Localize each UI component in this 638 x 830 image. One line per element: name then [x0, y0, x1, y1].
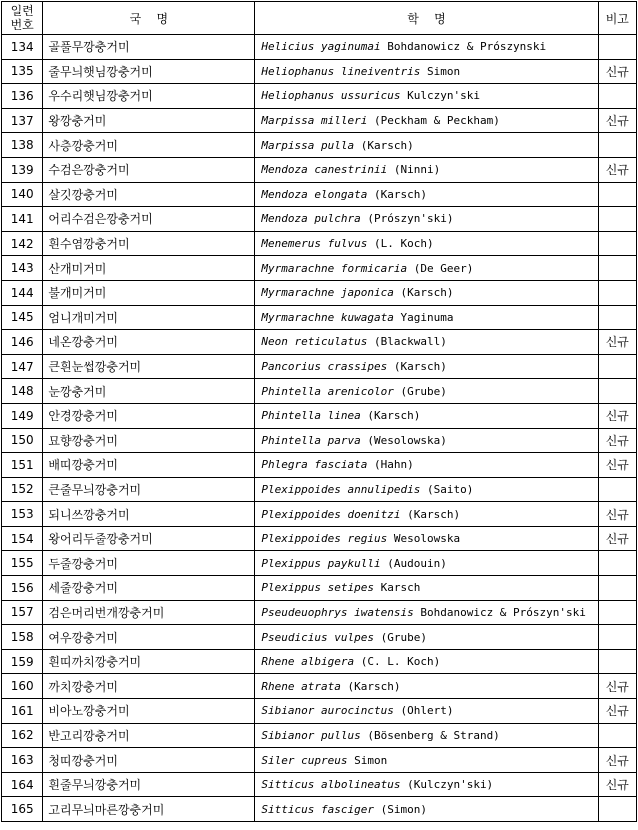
species-binomial: Mendoza elongata	[261, 187, 368, 201]
note-cell: 신규	[598, 502, 636, 527]
serial-number-cell: 165	[2, 797, 43, 822]
note-cell	[598, 649, 636, 674]
species-binomial: Siler cupreus	[261, 753, 348, 767]
note-cell	[598, 477, 636, 502]
scientific-name-cell	[255, 526, 598, 551]
table-row	[2, 649, 637, 674]
species-authority: (Saito)	[420, 482, 474, 496]
note-cell: 신규	[598, 59, 636, 84]
table-row	[2, 280, 637, 305]
species-authority: (Grube)	[393, 384, 447, 398]
table-row	[2, 305, 637, 330]
serial-number-cell: 164	[2, 772, 43, 797]
serial-number-cell: 145	[2, 305, 43, 330]
scientific-name-cell	[255, 723, 598, 748]
species-authority: Simon	[347, 753, 388, 767]
species-authority: (Karsch)	[354, 138, 414, 152]
note-cell	[598, 280, 636, 305]
table-row	[2, 526, 637, 551]
species-authority: (Bösenberg & Strand)	[360, 728, 500, 742]
scientific-name-cell	[255, 133, 598, 158]
species-binomial: Plexippus setipes	[261, 581, 374, 595]
korean-name-cell: 줄무늬햇님깡충거미	[43, 59, 255, 84]
species-binomial: Marpissa pulla	[261, 138, 355, 152]
species-authority: (L. Koch)	[367, 237, 434, 251]
note-cell: 신규	[598, 526, 636, 551]
korean-name-cell: 흰띠까치깡충거미	[43, 649, 255, 674]
note-cell	[598, 133, 636, 158]
serial-number-cell: 138	[2, 133, 43, 158]
table-row	[2, 723, 637, 748]
serial-number-cell: 156	[2, 576, 43, 601]
note-cell	[598, 84, 636, 109]
scientific-name-cell	[255, 305, 598, 330]
species-binomial: Sibianor aurocinctus	[261, 704, 394, 718]
species-binomial: Sibianor pullus	[261, 728, 361, 742]
serial-number-cell: 161	[2, 699, 43, 724]
scientific-name-cell	[255, 477, 598, 502]
serial-number-cell: 141	[2, 207, 43, 232]
serial-number-cell: 134	[2, 35, 43, 60]
scientific-name-cell	[255, 231, 598, 256]
scientific-name-cell	[255, 108, 598, 133]
scientific-name-cell	[255, 84, 598, 109]
table-row	[2, 108, 637, 133]
species-binomial: Pseudeuophrys iwatensis	[261, 605, 414, 619]
species-binomial: Mendoza pulchra	[261, 212, 361, 226]
note-cell	[598, 797, 636, 822]
species-authority: (De Geer)	[407, 261, 474, 275]
species-binomial: Heliophanus ussuricus	[261, 89, 401, 103]
serial-number-cell: 153	[2, 502, 43, 527]
note-cell	[598, 551, 636, 576]
table-row	[2, 502, 637, 527]
korean-name-cell: 반고리깡충거미	[43, 723, 255, 748]
table-row	[2, 428, 637, 453]
korean-name-cell: 어리수검은깡충거미	[43, 207, 255, 232]
korean-name-cell: 우수리햇님깡충거미	[43, 84, 255, 109]
korean-name-cell: 되니쓰깡충거미	[43, 502, 255, 527]
serial-number-cell: 158	[2, 625, 43, 650]
note-cell	[598, 576, 636, 601]
korean-name-cell: 불개미거미	[43, 280, 255, 305]
table-row	[2, 35, 637, 60]
species-authority: Bohdanowicz & Prószynski	[380, 40, 547, 54]
serial-number-cell: 142	[2, 231, 43, 256]
serial-number-cell: 136	[2, 84, 43, 109]
korean-name-cell: 엄니개미거미	[43, 305, 255, 330]
korean-name-cell: 비아노깡충거미	[43, 699, 255, 724]
note-cell: 신규	[598, 699, 636, 724]
serial-number-cell: 144	[2, 280, 43, 305]
species-authority: (Ninni)	[387, 163, 441, 177]
korean-name-cell: 안경깡충거미	[43, 403, 255, 428]
species-table	[1, 1, 637, 822]
scientific-name-cell	[255, 453, 598, 478]
table-row	[2, 379, 637, 404]
korean-name-cell: 청띠깡충거미	[43, 748, 255, 773]
species-binomial: Marpissa milleri	[261, 114, 368, 128]
table-row	[2, 600, 637, 625]
species-binomial: Myrmarachne japonica	[261, 286, 394, 300]
species-binomial: Plexippoides regius	[261, 532, 388, 546]
species-authority: (Blackwall)	[367, 335, 447, 349]
korean-name-cell: 왕어리두줄깡충거미	[43, 526, 255, 551]
species-binomial: Sitticus albolineatus	[261, 778, 401, 792]
korean-name-cell: 묘향깡충거미	[43, 428, 255, 453]
note-cell: 신규	[598, 108, 636, 133]
serial-number-cell: 148	[2, 379, 43, 404]
scientific-name-cell	[255, 280, 598, 305]
note-cell	[598, 625, 636, 650]
korean-name-cell: 두줄깡충거미	[43, 551, 255, 576]
serial-number-cell: 152	[2, 477, 43, 502]
species-authority: (Kulczyn'ski)	[400, 778, 494, 792]
species-binomial: Neon reticulatus	[261, 335, 368, 349]
scientific-name-cell	[255, 576, 598, 601]
species-binomial: Menemerus fulvus	[261, 237, 368, 251]
korean-name-cell: 산개미거미	[43, 256, 255, 281]
species-binomial: Heliophanus lineiventris	[261, 64, 421, 78]
species-binomial: Plexippoides doenitzi	[261, 507, 401, 521]
header-note: 비고	[598, 2, 636, 35]
species-authority: (C. L. Koch)	[354, 655, 441, 669]
table-row	[2, 625, 637, 650]
serial-number-cell: 135	[2, 59, 43, 84]
header-serial-line2: 번호	[10, 18, 34, 32]
species-authority: (Karsch)	[393, 286, 454, 300]
table-row	[2, 330, 637, 355]
scientific-name-cell	[255, 182, 598, 207]
species-authority: Karsch	[373, 581, 421, 595]
species-authority: (Ohlert)	[393, 704, 454, 718]
note-cell	[598, 256, 636, 281]
table-row	[2, 157, 637, 182]
species-binomial: Phintella arenicolor	[261, 384, 394, 398]
header-scientific-name: 학 명	[255, 2, 598, 35]
serial-number-cell: 154	[2, 526, 43, 551]
species-binomial: Pseudicius vulpes	[261, 630, 374, 644]
table-row	[2, 256, 637, 281]
table-row	[2, 182, 637, 207]
table-header-row	[2, 2, 637, 35]
note-cell: 신규	[598, 428, 636, 453]
species-binomial: Myrmarachne formicaria	[261, 261, 408, 275]
species-authority: (Hahn)	[367, 458, 414, 472]
korean-name-cell: 수검은깡충거미	[43, 157, 255, 182]
scientific-name-cell	[255, 748, 598, 773]
korean-name-cell: 사층깡충거미	[43, 133, 255, 158]
table-row	[2, 84, 637, 109]
species-binomial: Helicius yaginumai	[261, 40, 381, 54]
species-authority: (Grube)	[373, 630, 427, 644]
note-cell: 신규	[598, 772, 636, 797]
korean-name-cell: 세줄깡충거미	[43, 576, 255, 601]
table-row	[2, 207, 637, 232]
species-authority: (Prószyn'ski)	[360, 212, 454, 226]
species-authority: (Karsch)	[367, 187, 427, 201]
note-cell	[598, 35, 636, 60]
scientific-name-cell	[255, 428, 598, 453]
korean-name-cell: 흰수염깡충거미	[43, 231, 255, 256]
note-cell: 신규	[598, 748, 636, 773]
table-row	[2, 354, 637, 379]
scientific-name-cell	[255, 551, 598, 576]
note-cell: 신규	[598, 157, 636, 182]
korean-name-cell: 고리무늬마른깡충거미	[43, 797, 255, 822]
scientific-name-cell	[255, 403, 598, 428]
table-row	[2, 133, 637, 158]
korean-name-cell: 검은머리번개깡충거미	[43, 600, 255, 625]
scientific-name-cell	[255, 699, 598, 724]
table-row	[2, 797, 637, 822]
species-binomial: Pancorius crassipes	[261, 360, 388, 374]
serial-number-cell: 147	[2, 354, 43, 379]
korean-name-cell: 큰흰눈썹깡충거미	[43, 354, 255, 379]
table-row	[2, 231, 637, 256]
korean-name-cell: 살깃깡충거미	[43, 182, 255, 207]
species-authority: Wesolowska	[387, 532, 461, 546]
serial-number-cell: 137	[2, 108, 43, 133]
species-binomial: Phintella parva	[261, 433, 361, 447]
header-serial-number	[2, 2, 43, 35]
scientific-name-cell	[255, 207, 598, 232]
species-authority: (Wesolowska)	[360, 433, 447, 447]
table-row	[2, 699, 637, 724]
serial-number-cell: 143	[2, 256, 43, 281]
korean-name-cell: 눈깡충거미	[43, 379, 255, 404]
species-binomial: Mendoza canestrinii	[261, 163, 388, 177]
note-cell	[598, 723, 636, 748]
note-cell: 신규	[598, 674, 636, 699]
serial-number-cell: 150	[2, 428, 43, 453]
species-binomial: Sitticus fasciger	[261, 802, 374, 816]
species-authority: Bohdanowicz & Prószyn'ski	[413, 605, 586, 619]
korean-name-cell: 배띠깡충거미	[43, 453, 255, 478]
note-cell	[598, 354, 636, 379]
note-cell	[598, 231, 636, 256]
serial-number-cell: 162	[2, 723, 43, 748]
scientific-name-cell	[255, 59, 598, 84]
serial-number-cell: 149	[2, 403, 43, 428]
scientific-name-cell	[255, 256, 598, 281]
table-row	[2, 748, 637, 773]
scientific-name-cell	[255, 674, 598, 699]
serial-number-cell: 155	[2, 551, 43, 576]
note-cell: 신규	[598, 403, 636, 428]
note-cell: 신규	[598, 453, 636, 478]
korean-name-cell: 여우깡충거미	[43, 625, 255, 650]
species-binomial: Myrmarachne kuwagata	[261, 310, 394, 324]
table-row	[2, 551, 637, 576]
serial-number-cell: 140	[2, 182, 43, 207]
species-authority: (Karsch)	[387, 360, 447, 374]
serial-number-cell: 157	[2, 600, 43, 625]
scientific-name-cell	[255, 330, 598, 355]
scientific-name-cell	[255, 502, 598, 527]
header-korean-name: 국 명	[43, 2, 255, 35]
note-cell	[598, 600, 636, 625]
species-binomial: Phintella linea	[261, 409, 361, 423]
table-row	[2, 477, 637, 502]
serial-number-cell: 139	[2, 157, 43, 182]
species-authority: (Karsch)	[340, 679, 401, 693]
note-cell: 신규	[598, 330, 636, 355]
serial-number-cell: 160	[2, 674, 43, 699]
korean-name-cell: 왕깡충거미	[43, 108, 255, 133]
species-authority: (Karsch)	[400, 507, 461, 521]
species-authority: Kulczyn'ski	[400, 89, 480, 103]
species-authority: Yaginuma	[393, 310, 454, 324]
scientific-name-cell	[255, 649, 598, 674]
species-binomial: Plexippus paykulli	[261, 556, 381, 570]
scientific-name-cell	[255, 354, 598, 379]
korean-name-cell: 까치깡충거미	[43, 674, 255, 699]
species-authority: Simon	[420, 64, 461, 78]
species-authority: (Karsch)	[360, 409, 421, 423]
species-binomial: Phlegra fasciata	[261, 458, 368, 472]
table-row	[2, 59, 637, 84]
species-binomial: Plexippoides annulipedis	[261, 482, 421, 496]
table-row	[2, 403, 637, 428]
note-cell	[598, 207, 636, 232]
species-authority: (Peckham & Peckham)	[367, 114, 500, 128]
table-row	[2, 576, 637, 601]
note-cell	[598, 379, 636, 404]
table-row	[2, 453, 637, 478]
species-binomial: Rhene albigera	[261, 655, 355, 669]
scientific-name-cell	[255, 379, 598, 404]
scientific-name-cell	[255, 35, 598, 60]
korean-name-cell: 골풀무깡충거미	[43, 35, 255, 60]
serial-number-cell: 146	[2, 330, 43, 355]
species-authority: (Audouin)	[380, 556, 447, 570]
serial-number-cell: 159	[2, 649, 43, 674]
note-cell	[598, 305, 636, 330]
korean-name-cell: 흰줄무늬깡충거미	[43, 772, 255, 797]
table-row	[2, 674, 637, 699]
scientific-name-cell	[255, 772, 598, 797]
note-cell	[598, 182, 636, 207]
scientific-name-cell	[255, 600, 598, 625]
serial-number-cell: 151	[2, 453, 43, 478]
scientific-name-cell	[255, 797, 598, 822]
scientific-name-cell	[255, 157, 598, 182]
scientific-name-cell	[255, 625, 598, 650]
header-serial-line1: 일련	[10, 4, 34, 18]
table-row	[2, 772, 637, 797]
species-authority: (Simon)	[373, 802, 427, 816]
korean-name-cell: 큰줄무늬깡충거미	[43, 477, 255, 502]
korean-name-cell: 네온깡충거미	[43, 330, 255, 355]
serial-number-cell: 163	[2, 748, 43, 773]
species-binomial: Rhene atrata	[261, 679, 341, 693]
